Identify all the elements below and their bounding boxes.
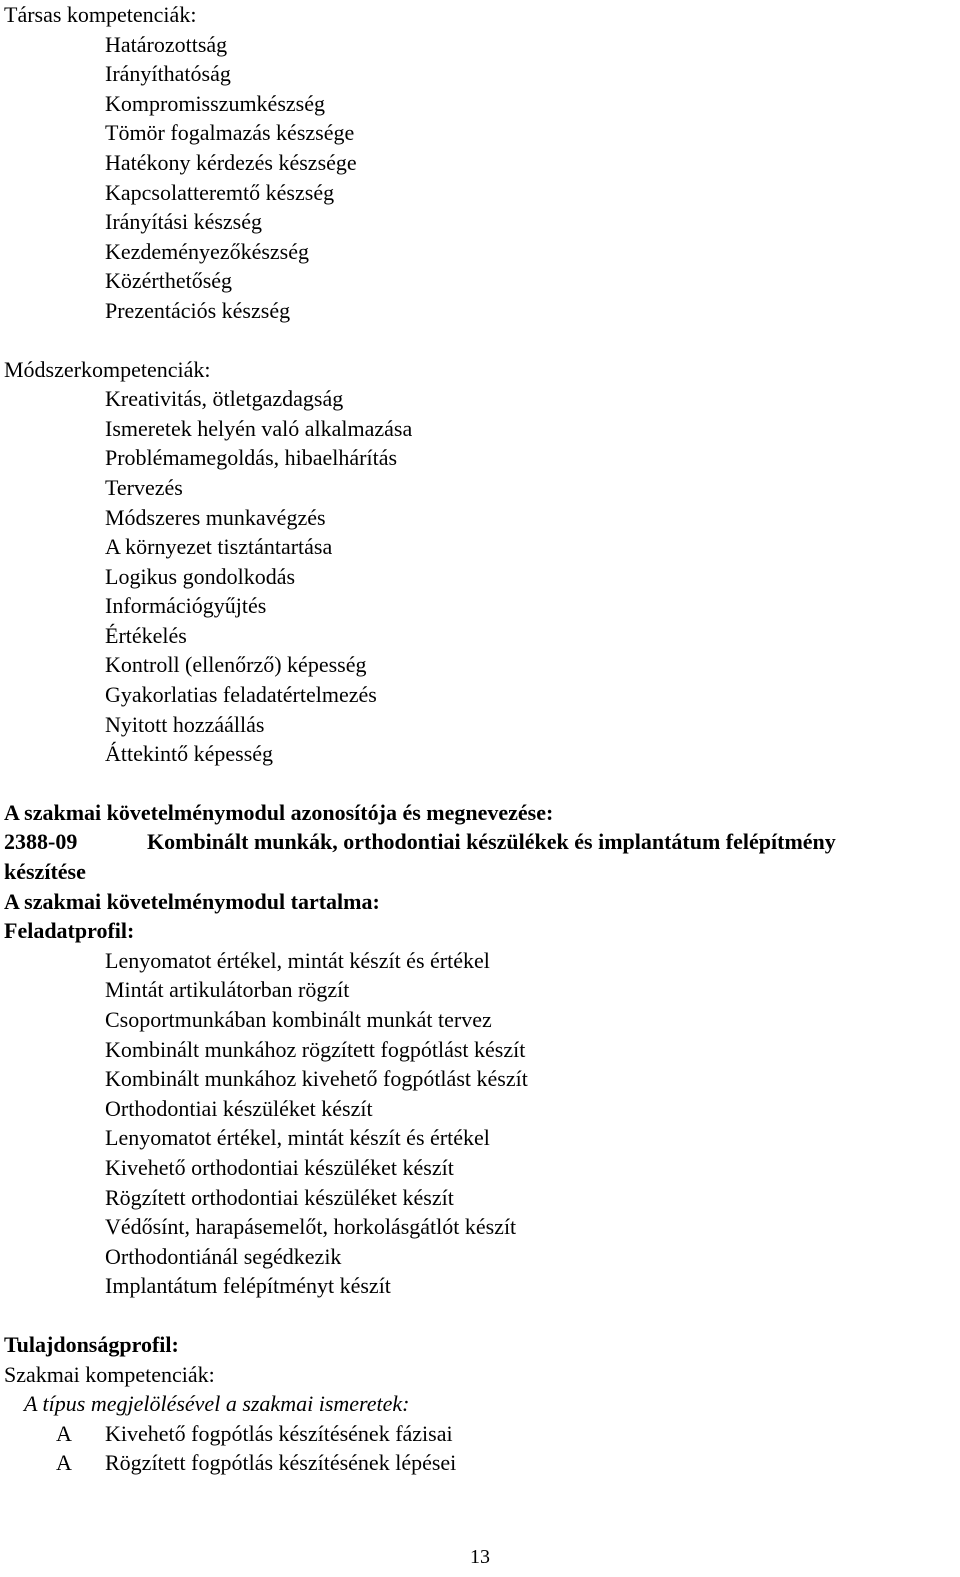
typed-item-text: Kivehető fogpótlás készítésének fázisai <box>105 1420 453 1446</box>
tarsas-list <box>4 30 956 326</box>
list-item: Prezentációs készség <box>105 297 291 323</box>
list-item: Értékelés <box>105 622 187 648</box>
list-item: Kreativitás, ötletgazdagság <box>105 386 344 412</box>
list-item: Kezdeményezőkészség <box>105 238 310 264</box>
list-item: Kivehető orthodontiai készüléket készít <box>105 1154 454 1180</box>
list-item: Tömör fogalmazás készsége <box>105 120 355 146</box>
list-item: Irányítási készség <box>105 209 262 235</box>
typed-item <box>4 1419 956 1449</box>
list-item: Mintát artikulátorban rögzít <box>105 977 350 1003</box>
list-item: Kapcsolatteremtő készség <box>105 179 335 205</box>
type-note: A típus megjelölésével a szakmai ismeretek: <box>24 1391 410 1417</box>
modszer-list <box>4 384 956 769</box>
list-item: Áttekintő képesség <box>105 741 274 767</box>
spacer <box>4 326 956 355</box>
modul-code: 2388-09 <box>4 829 78 855</box>
typed-item <box>4 1448 956 1478</box>
modul-id-heading: A szakmai követelménymodul azonosítója és megnevezése: <box>4 799 554 825</box>
list-item: Módszeres munkavégzés <box>105 504 326 530</box>
list-item: Nyitott hozzáállás <box>105 711 265 737</box>
tulajdonsag-heading: Tulajdonságprofil: <box>4 1331 179 1357</box>
list-item: Implantátum felépítményt készít <box>105 1273 391 1299</box>
list-item: Rögzített orthodontiai készüléket készít <box>105 1184 454 1210</box>
list-item: A környezet tisztántartása <box>105 534 333 560</box>
list-item: Irányíthatóság <box>105 61 231 87</box>
type-letter: A <box>56 1420 72 1446</box>
list-item: Lenyomatot értékel, mintát készít és értékel <box>105 1125 490 1151</box>
list-item: Információgyűjtés <box>105 593 267 619</box>
list-item: Kompromisszumkészség <box>105 90 325 116</box>
modul-title-continued: készítése <box>4 859 86 885</box>
list-item: Közérthetőség <box>105 268 233 294</box>
list-item: Orthodontiai készüléket készít <box>105 1095 373 1121</box>
modul-content-heading: A szakmai követelménymodul tartalma: <box>4 888 380 914</box>
list-item: Logikus gondolkodás <box>105 563 296 589</box>
list-item: Lenyomatot értékel, mintát készít és értékel <box>105 947 490 973</box>
list-item: Védősínt, harapásemelőt, horkolásgátlót készít <box>105 1214 517 1240</box>
list-item: Problémamegoldás, hibaelhárítás <box>105 445 398 471</box>
list-item: Tervezés <box>105 474 183 500</box>
list-item: Hatékony kérdezés készsége <box>105 149 357 175</box>
list-item: Ismeretek helyén való alkalmazása <box>105 415 413 441</box>
spacer <box>4 769 956 798</box>
modul-title: Kombinált munkák, orthodontiai készülékek és implantátum felépítmény <box>147 829 836 855</box>
list-item: Orthodontiánál segédkezik <box>105 1243 342 1269</box>
feladat-list <box>4 946 956 1301</box>
list-item: Kombinált munkához kivehető fogpótlást készít <box>105 1066 528 1092</box>
feladat-heading: Feladatprofil: <box>4 918 135 944</box>
modszer-heading: Módszerkompetenciák: <box>4 356 211 382</box>
typed-item-text: Rögzített fogpótlás készítésének lépései <box>105 1450 457 1476</box>
type-letter: A <box>56 1450 72 1476</box>
szakmai-kompetenciak-heading: Szakmai kompetenciák: <box>4 1361 215 1387</box>
tarsas-heading: Társas kompetenciák: <box>4 2 197 27</box>
list-item: Kontroll (ellenőrző) képesség <box>105 652 367 678</box>
list-item: Gyakorlatias feladatértelmezés <box>105 682 377 708</box>
spacer <box>4 1301 956 1330</box>
modul-code-row <box>4 827 956 857</box>
list-item: Kombinált munkához rögzített fogpótlást készít <box>105 1036 526 1062</box>
list-item: Határozottság <box>105 31 228 57</box>
document-page <box>4 0 956 1478</box>
page-number: 13 <box>470 1546 490 1568</box>
list-item: Csoportmunkában kombinált munkát tervez <box>105 1007 492 1032</box>
